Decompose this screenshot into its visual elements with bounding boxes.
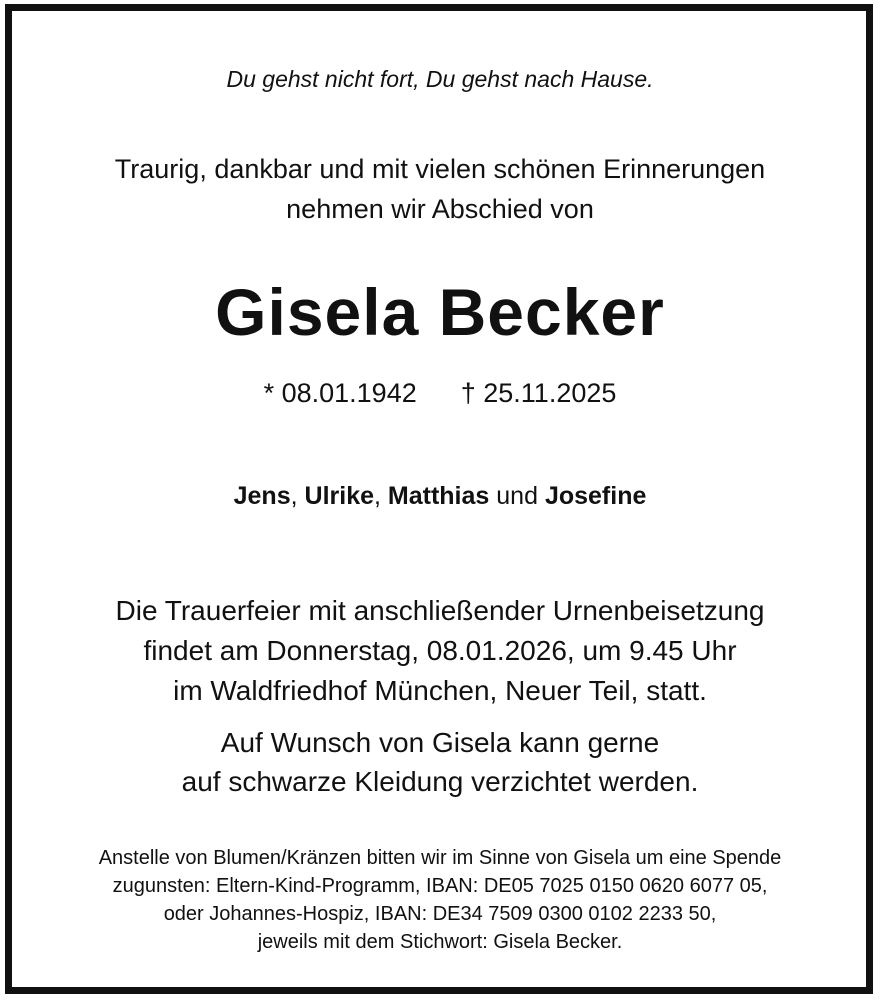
donation-line-3: oder Johannes-Hospiz, IBAN: DE34 7509 0300 0102 2233 50,	[163, 903, 717, 925]
birth-date: * 08.01.1942	[263, 378, 417, 408]
family-separator-2: ,	[374, 482, 381, 510]
intro-line-2: nehmen wir Abschied von	[286, 194, 594, 224]
family-name-4: Josefine	[544, 482, 647, 510]
donation-line-1: Anstelle von Blumen/Kränzen bitten wir im Sinne von Gisela um eine Spende	[98, 847, 782, 869]
wish-line-1: Auf Wunsch von Gisela kann gerne	[220, 727, 660, 758]
life-dates	[0, 378, 880, 409]
donation-line-4: jeweils mit dem Stichwort: Gisela Becker.	[257, 931, 623, 953]
deceased-name: Gisela Becker	[215, 275, 665, 349]
family-name-1: Jens	[233, 482, 291, 510]
intro-line-1: Traurig, dankbar und mit vielen schönen Erinnerungen	[114, 154, 766, 184]
donation-line-2: zugunsten: Eltern-Kind-Programm, IBAN: DE05 7025 0150 0620 6077 05,	[112, 875, 768, 897]
family-name-2: Ulrike	[304, 482, 374, 510]
family-conjunction: und	[496, 482, 538, 510]
service-line-3: im Waldfriedhof München, Neuer Teil, statt.	[173, 675, 707, 706]
family-separator-1: ,	[290, 482, 298, 510]
service-line-1: Die Trauerfeier mit anschließender Urnenbeisetzung	[115, 595, 765, 626]
death-date: † 25.11.2025	[460, 378, 617, 408]
family-names	[0, 482, 880, 511]
wish-line-2: auf schwarze Kleidung verzichtet werden.	[181, 766, 699, 797]
service-line-2: findet am Donnerstag, 08.01.2026, um 9.45 Uhr	[143, 635, 737, 666]
family-name-3: Matthias	[387, 482, 490, 510]
motto-quote: Du gehst nicht fort, Du gehst nach Hause.	[226, 66, 654, 92]
